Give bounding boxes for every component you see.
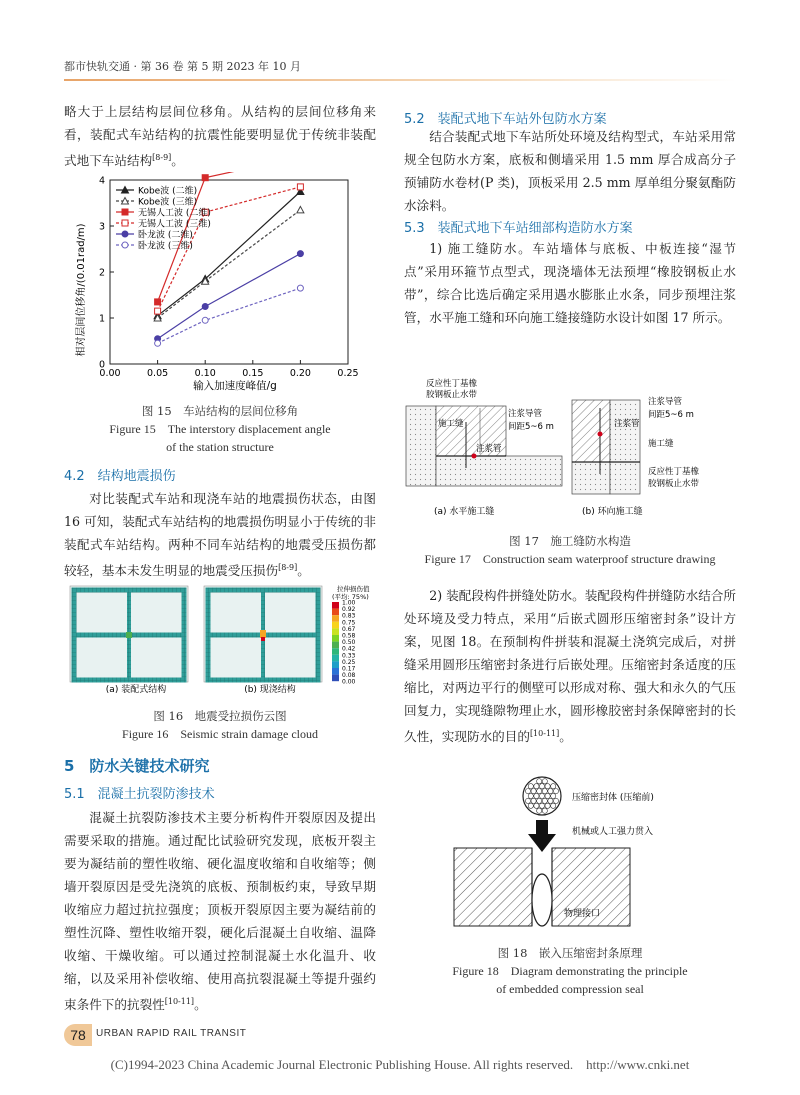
figure-16a-label: (a) 装配式结构 <box>105 685 167 695</box>
figure-17-diagram <box>404 378 736 520</box>
colorbar-value: 0.50 <box>342 639 356 647</box>
fig17a-label-6: 注浆管 <box>476 444 502 454</box>
y-tick-label: 4 <box>98 175 105 187</box>
figure-16-damage-cloud <box>64 580 376 698</box>
y-tick-label: 1 <box>98 313 105 325</box>
section-5-2-title: 5.2 装配式地下车站外包防水方案 <box>404 112 607 127</box>
figure-18-caption-en-1: Figure 18 Diagram demonstrating the principle <box>452 964 688 978</box>
x-tick-label: 0.05 <box>147 368 169 379</box>
data-point <box>297 206 304 213</box>
header-rule <box>64 79 736 81</box>
x-tick-label: 0.20 <box>289 368 311 379</box>
figure-15-caption-en-2: of the station structure <box>166 440 274 454</box>
fig17a-label-5: 间距5~6 m <box>508 422 554 432</box>
legend-label: Kobe波 (三维) <box>138 197 198 208</box>
y-tick-label: 3 <box>98 221 105 233</box>
running-header: 都市快轨交通 · 第 36 卷 第 5 期 2023 年 10 月 <box>64 60 301 73</box>
fig17b-sublabel: (b) 环向施工缝 <box>582 507 643 517</box>
data-point <box>202 317 208 323</box>
fig17b-label-3: 注浆管 <box>614 419 640 429</box>
chart-ylabel: 相对层间位移角/(0.01rad/m) <box>76 223 87 357</box>
colorbar-swatch <box>332 602 339 609</box>
legend-marker <box>122 231 128 237</box>
figure-16a-model <box>70 586 188 682</box>
legend-label: 卧龙波 (三维) <box>138 241 193 252</box>
colorbar-value: 0.08 <box>342 672 356 680</box>
colorbar-value: 0.00 <box>342 678 356 686</box>
figure-17a-drawing <box>406 378 562 517</box>
section-5-3-paragraph-1: 1) 施工缝防水。车站墙体与底板、中板连接“湿节点”采用环箍节点型式，现浇墙体无法预埋“橡胶钢板止水带”，综合比选后确定采用遇水膨胀止水条，同步预埋注浆管，水平施工缝和环向施工缝接缝防水设计如图 17 所示。 <box>404 241 736 325</box>
insertion-arrow-shaft <box>536 820 548 834</box>
section-5-title: 5 防水关键技术研究 <box>64 757 210 775</box>
figure-17b-drawing <box>572 396 700 517</box>
x-tick-label: 0.25 <box>337 368 359 379</box>
page-number: 78 <box>64 1024 92 1046</box>
figure-18-caption <box>404 944 736 998</box>
figure-16b-model <box>204 586 322 682</box>
colorbar-swatch <box>332 628 339 635</box>
colorbar-value: 0.83 <box>342 612 356 620</box>
fig18-label-1: 压缩密封体 (压缩前) <box>572 793 654 803</box>
copyright-line: (C)1994-2023 China Academic Journal Electronic Publishing House. All rights reserved. http://www.cnki.net <box>110 1057 690 1072</box>
fig17a-label-4: 注浆导管 <box>508 409 543 419</box>
data-point <box>155 308 161 314</box>
x-tick-label: 0.10 <box>194 368 216 379</box>
figure-18-caption-cn: 图 18 嵌入压缩密封条原理 <box>497 946 643 960</box>
colorbar-value: 0.58 <box>342 632 356 640</box>
colorbar-swatch <box>332 622 339 629</box>
figure-16-caption-en: Figure 16 Seismic strain damage cloud <box>122 727 318 741</box>
y-tick-label: 0 <box>98 359 105 371</box>
colorbar-value: 0.25 <box>342 658 356 666</box>
legend-label: 无锡人工波 (三维) <box>138 219 211 230</box>
legend-marker <box>122 242 128 248</box>
colorbar-value: 1.00 <box>342 599 356 607</box>
colorbar-swatch <box>332 655 339 662</box>
compression-seal-after <box>532 874 552 926</box>
colorbar-title-1: 拉伸损伤值 <box>337 585 370 593</box>
fig17b-label-6: 胶钢板止水带 <box>648 479 700 489</box>
figure-15-caption <box>64 402 376 456</box>
legend-label: 卧龙波 (二维) <box>138 230 193 241</box>
data-point <box>202 175 208 181</box>
figure-17-caption-cn: 图 17 施工缝防水构造 <box>509 534 631 548</box>
colorbar-swatch <box>332 668 339 675</box>
colorbar-swatch <box>332 609 339 616</box>
y-tick-label: 2 <box>98 267 105 279</box>
data-point <box>155 340 161 346</box>
section-4-2-title: 4.2 结构地震损伤 <box>64 469 176 484</box>
colorbar-swatch <box>332 675 339 682</box>
colorbar-value: 0.42 <box>342 645 356 653</box>
x-tick-label: 0.00 <box>99 368 121 379</box>
series-line-4 <box>158 254 301 339</box>
colorbar-swatch <box>332 642 339 649</box>
colorbar-swatch <box>332 648 339 655</box>
figure-18-diagram <box>440 776 700 936</box>
section-5-3-paragraph-2: 2) 装配段构件拼缝处防水。装配段构件拼缝防水结合所处环境及受力特点，采用“后嵌式圆形压缩密封条”设计方案，见图 18。在预制构件拼装和混凝土浇筑完成后，对拼缝采用圆形压缩密封条进行后嵌处理。压缩密封条适度的压缩比，对两边平行的侧壁可以形成对称、强大和永久的气压回复力，实现缝隙物理止水，圆形橡胶密封条保障密封的长久性，实现防水的目的[10-11]。 <box>404 588 736 745</box>
chart-xlabel: 输入加速度峰值/g <box>193 380 277 392</box>
fig17b-label-2: 间距5~6 m <box>648 410 694 420</box>
data-point <box>297 251 303 257</box>
colorbar-title-2: (平均: 75%) <box>332 593 369 601</box>
series-line-5 <box>158 288 301 343</box>
fig17a-sublabel: (a) 水平施工缝 <box>434 507 495 517</box>
colorbar-value: 0.67 <box>342 625 356 633</box>
colorbar-swatch <box>332 615 339 622</box>
colorbar-value: 0.75 <box>342 619 356 627</box>
data-point <box>155 299 161 305</box>
colorbar-value: 0.33 <box>342 652 356 660</box>
legend-label: 无锡人工波 (二维) <box>138 208 211 219</box>
section-5-3-title: 5.3 装配式地下车站细部构造防水方案 <box>404 221 633 236</box>
legend-label: Kobe波 (二维) <box>138 186 198 197</box>
figure-15-chart <box>70 172 360 394</box>
data-point <box>202 304 208 310</box>
fig17a-label-2: 胶钢板止水带 <box>426 390 478 400</box>
data-point <box>297 285 303 291</box>
colorbar-value: 0.92 <box>342 606 356 614</box>
colorbar-swatch <box>332 661 339 668</box>
fig18-label-2: 机械或人工强力贯入 <box>572 827 654 837</box>
fig17b-label-1: 注浆导管 <box>648 397 683 407</box>
section-5-1-paragraph: 混凝土抗裂防渗技术主要分析构件开裂原因及提出需要采取的措施。通过配比试验研究发现，底板开裂主要为凝结前的塑性收缩、硬化温度收缩和自收缩等；侧墙开裂原因是受先浇筑的底板、预制板约束，导致早期收缩应力超过抗拉强度；顶板开裂原因主要为凝结前的塑性沉降、塑性收缩开裂，硬化后混凝土自收缩、温降收缩、干燥收缩。可以通过控制混凝土水化温升、收缩，以及采用补偿收缩、使用高抗裂混凝土等提升强约束条件下的抗裂性[10-11]。 <box>64 810 376 1013</box>
figure-16b-label: (b) 现浇结构 <box>244 685 296 695</box>
legend-marker <box>122 220 128 226</box>
figure-15-caption-en-1: Figure 15 The interstory displacement angle <box>109 422 331 436</box>
intro-paragraph: 略大于上层结构层间位移角。从结构的层间位移角来看，装配式车站结构的抗震性能要明显优于传统非装配式地下车站结构[8-9]。 <box>64 104 376 169</box>
fig18-label-3: 物理接口 <box>564 909 601 919</box>
colorbar-swatch <box>332 635 339 642</box>
figure-18-caption-en-2: of embedded compression seal <box>496 982 644 996</box>
figure-16-caption <box>64 707 376 743</box>
compression-seal-before <box>523 777 561 815</box>
figure-17-caption-en: Figure 17 Construction seam waterproof structure drawing <box>424 552 716 566</box>
section-4-2-paragraph: 对比装配式车站和现浇车站的地震损伤状态，由图 16 可知，装配式车站结构的地震损伤明显小于传统的非装配式车站结构。两种不同车站结构的地震受压损伤都较轻，基本未发生明显的地震受压损伤[8-9]。 <box>64 491 376 579</box>
colorbar-value: 0.17 <box>342 665 356 673</box>
fig17b-label-4: 施工缝 <box>648 439 674 449</box>
figure-15-caption-cn: 图 15 车站结构的层间位移角 <box>141 404 299 418</box>
fig17a-label-1: 反应性丁基橡 <box>426 379 478 389</box>
figure-16-colorbar <box>332 584 370 686</box>
legend-marker <box>122 209 128 215</box>
joint-left-wall <box>454 848 532 926</box>
figure-16-caption-cn: 图 16 地震受拉损伤云图 <box>153 709 287 723</box>
section-5-1-title: 5.1 混凝土抗裂防渗技术 <box>64 787 215 802</box>
x-tick-label: 0.15 <box>242 368 264 379</box>
journal-name: URBAN RAPID RAIL TRANSIT <box>96 1028 247 1039</box>
figure-17-caption <box>404 532 736 568</box>
fig17b-label-5: 反应性丁基橡 <box>648 467 700 477</box>
section-5-2-paragraph: 结合装配式地下车站所处环境及结构型式，车站采用常规全包防水方案，底板和侧墙采用 1.5 mm 厚合成高分子预铺防水卷材(P 类)，顶板采用 2.5 mm 厚单组分聚氨酯防水涂料。 <box>404 129 736 213</box>
fig17a-label-3: 施工缝 <box>438 419 464 429</box>
data-point <box>297 184 303 190</box>
